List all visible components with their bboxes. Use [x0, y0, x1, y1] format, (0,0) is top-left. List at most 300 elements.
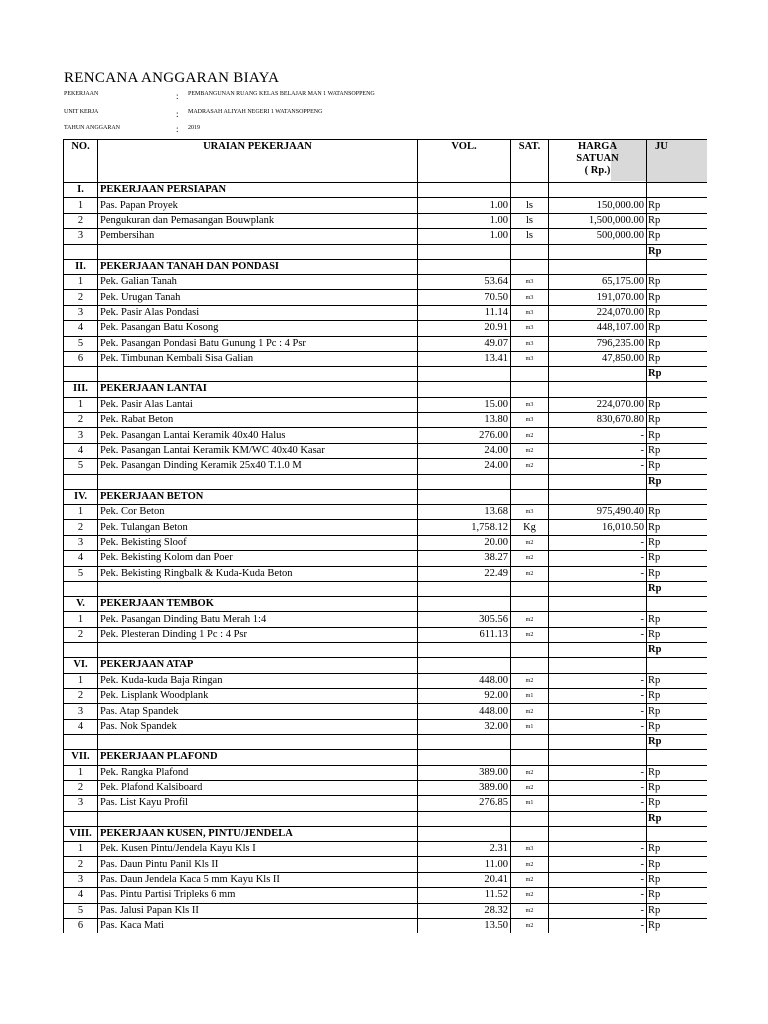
- cell-vol: 448.00: [418, 704, 511, 719]
- cell-uraian: Pas. Nok Spandek: [98, 719, 418, 734]
- cell-sat: [511, 259, 549, 274]
- cell-sat: m2: [511, 535, 549, 550]
- cell-no: 2: [64, 688, 98, 703]
- cell-currency: Rp: [647, 351, 707, 366]
- cell-no: 2: [64, 780, 98, 795]
- section-row: [64, 183, 707, 198]
- meta-label-pekerjaan: PEKERJAAN: [64, 91, 99, 97]
- cell-harga: 16,010.50: [549, 520, 647, 535]
- table-row: [64, 274, 707, 289]
- cell-vol: 20.91: [418, 321, 511, 336]
- header-harga-line2: SATUAN: [576, 153, 619, 164]
- table-row: [64, 780, 707, 795]
- cell-sat: [511, 474, 549, 489]
- cell-harga: [549, 382, 647, 397]
- header-jumlah: JU: [647, 140, 707, 183]
- cell-harga: 191,070.00: [549, 290, 647, 305]
- cell-sat: m3: [511, 397, 549, 412]
- cell-no: 1: [64, 198, 98, 213]
- cell-currency: [647, 596, 707, 611]
- cell-currency: Rp: [647, 229, 707, 244]
- table-body: [64, 183, 707, 934]
- cell-vol: 22.49: [418, 566, 511, 581]
- cell-vol: [418, 750, 511, 765]
- cell-no: [64, 735, 98, 750]
- cell-sat: [511, 658, 549, 673]
- cell-currency: Rp: [647, 413, 707, 428]
- subtotal-row: [64, 811, 707, 826]
- cell-vol: 20.00: [418, 535, 511, 550]
- table-row: [64, 842, 707, 857]
- cell-currency: Rp: [647, 796, 707, 811]
- table-row: [64, 459, 707, 474]
- cell-uraian: PEKERJAAN PERSIAPAN: [98, 183, 418, 198]
- cell-uraian: Pek. Urugan Tanah: [98, 290, 418, 305]
- table-row: [64, 305, 707, 320]
- cell-uraian: PEKERJAAN LANTAI: [98, 382, 418, 397]
- cell-harga: [549, 259, 647, 274]
- cell-no: 2: [64, 413, 98, 428]
- cell-uraian: [98, 643, 418, 658]
- cell-currency: Rp: [647, 688, 707, 703]
- cell-no: 2: [64, 857, 98, 872]
- table-row: [64, 213, 707, 228]
- cell-uraian: Pek. Cor Beton: [98, 505, 418, 520]
- cell-harga: 65,175.00: [549, 274, 647, 289]
- cell-sat: m2: [511, 704, 549, 719]
- cell-harga: -: [549, 780, 647, 795]
- cell-sat: [511, 826, 549, 841]
- cell-harga: -: [549, 842, 647, 857]
- cell-harga: 796,235.00: [549, 336, 647, 351]
- cell-currency: [647, 489, 707, 504]
- cell-harga: -: [549, 888, 647, 903]
- section-row: [64, 489, 707, 504]
- cell-vol: 20.41: [418, 872, 511, 887]
- meta-label-tahun-anggaran: TAHUN ANGGARAN: [64, 125, 121, 131]
- cell-uraian: Pek. Pasangan Lantai Keramik 40x40 Halus: [98, 428, 418, 443]
- cell-uraian: Pek. Pasangan Dinding Batu Merah 1:4: [98, 612, 418, 627]
- cell-vol: [418, 259, 511, 274]
- cell-sat: [511, 596, 549, 611]
- cell-no: 2: [64, 213, 98, 228]
- cell-no: 1: [64, 397, 98, 412]
- cell-vol: 13.80: [418, 413, 511, 428]
- cell-vol: 1.00: [418, 213, 511, 228]
- cell-vol: 305.56: [418, 612, 511, 627]
- table-row: [64, 520, 707, 535]
- cell-vol: 13.50: [418, 919, 511, 934]
- cell-uraian: Pek. Bekisting Sloof: [98, 535, 418, 550]
- cell-harga: -: [549, 704, 647, 719]
- cell-harga: -: [549, 428, 647, 443]
- cell-vol: [418, 826, 511, 841]
- cell-uraian: [98, 811, 418, 826]
- cell-sat: m2: [511, 627, 549, 642]
- cell-currency: Rp: [647, 428, 707, 443]
- cell-no: 3: [64, 229, 98, 244]
- cell-no: [64, 581, 98, 596]
- table-row: [64, 872, 707, 887]
- cell-harga: -: [549, 673, 647, 688]
- cell-no: 3: [64, 872, 98, 887]
- cell-sat: m3: [511, 274, 549, 289]
- cell-uraian: Pek. Bekisting Kolom dan Poer: [98, 551, 418, 566]
- cell-vol: [418, 596, 511, 611]
- cell-uraian: Pek. Pasangan Pondasi Batu Gunung 1 Pc : 4 Psr: [98, 336, 418, 351]
- cell-no: 2: [64, 627, 98, 642]
- cell-sat: m2: [511, 765, 549, 780]
- cell-sat: m2: [511, 612, 549, 627]
- cell-uraian: Pek. Bekisting Ringbalk & Kuda-Kuda Beton: [98, 566, 418, 581]
- cell-sat: [511, 183, 549, 198]
- section-row: [64, 658, 707, 673]
- cell-uraian: Pek. Rangka Plafond: [98, 765, 418, 780]
- cell-harga: -: [549, 903, 647, 918]
- cell-vol: [418, 581, 511, 596]
- cell-uraian: [98, 581, 418, 596]
- cell-no: 6: [64, 351, 98, 366]
- cell-no: IV.: [64, 489, 98, 504]
- table-row: [64, 719, 707, 734]
- cell-no: 1: [64, 673, 98, 688]
- table-row: [64, 551, 707, 566]
- cell-currency: Rp: [647, 213, 707, 228]
- cell-uraian: Pengukuran dan Pemasangan Bouwplank: [98, 213, 418, 228]
- cell-sat: [511, 750, 549, 765]
- cell-uraian: Pek. Plafond Kalsiboard: [98, 780, 418, 795]
- cell-harga: 830,670.80: [549, 413, 647, 428]
- cell-uraian: Pek. Pasangan Batu Kosong: [98, 321, 418, 336]
- cell-sat: m2: [511, 566, 549, 581]
- cell-no: 5: [64, 459, 98, 474]
- cell-sat: m3: [511, 413, 549, 428]
- cell-no: VIII.: [64, 826, 98, 841]
- cell-sat: m3: [511, 351, 549, 366]
- cell-sat: m1: [511, 796, 549, 811]
- cell-harga: 150,000.00: [549, 198, 647, 213]
- cell-vol: 28.32: [418, 903, 511, 918]
- header-uraian: URAIAN PEKERJAAN: [98, 140, 418, 183]
- cell-no: 3: [64, 704, 98, 719]
- cell-currency: Rp: [647, 551, 707, 566]
- cell-sat: m3: [511, 505, 549, 520]
- cell-uraian: Pek. Pasir Alas Pondasi: [98, 305, 418, 320]
- subtotal-row: [64, 581, 707, 596]
- meta-colon: :: [176, 109, 179, 119]
- cell-sat: m1: [511, 688, 549, 703]
- table-row: [64, 321, 707, 336]
- cell-uraian: Pas. Daun Pintu Panil Kls II: [98, 857, 418, 872]
- meta-label-unit-kerja: UNIT KERJA: [64, 109, 99, 115]
- cell-no: [64, 474, 98, 489]
- cell-harga: [549, 183, 647, 198]
- cell-currency: Rp: [647, 919, 707, 934]
- table-header-row: [64, 140, 707, 183]
- cell-no: [64, 643, 98, 658]
- cell-currency: Rp: [647, 474, 707, 489]
- meta-value-pekerjaan: PEMBANGUNAN RUANG KELAS BELAJAR MAN 1 WATANSOPPENG: [188, 91, 375, 97]
- cell-currency: Rp: [647, 367, 707, 382]
- cell-currency: Rp: [647, 581, 707, 596]
- cell-harga: -: [549, 765, 647, 780]
- cell-sat: m2: [511, 780, 549, 795]
- cell-harga: -: [549, 919, 647, 934]
- cell-currency: Rp: [647, 704, 707, 719]
- cell-no: II.: [64, 259, 98, 274]
- cell-uraian: PEKERJAAN ATAP: [98, 658, 418, 673]
- cell-no: 4: [64, 719, 98, 734]
- cell-currency: [647, 183, 707, 198]
- subtotal-row: [64, 244, 707, 259]
- cell-currency: Rp: [647, 673, 707, 688]
- cell-harga: [549, 811, 647, 826]
- cell-vol: 611.13: [418, 627, 511, 642]
- cell-currency: Rp: [647, 643, 707, 658]
- cell-harga: [549, 596, 647, 611]
- cell-vol: 2.31: [418, 842, 511, 857]
- cell-sat: Kg: [511, 520, 549, 535]
- table-row: [64, 290, 707, 305]
- header-vol: VOL.: [418, 140, 511, 183]
- cell-vol: 24.00: [418, 443, 511, 458]
- cell-vol: [418, 489, 511, 504]
- budget-table: [63, 139, 707, 933]
- cell-sat: m2: [511, 551, 549, 566]
- cell-harga: [549, 244, 647, 259]
- cell-no: 3: [64, 535, 98, 550]
- cell-vol: 276.85: [418, 796, 511, 811]
- cell-no: 4: [64, 443, 98, 458]
- cell-uraian: Pembersihan: [98, 229, 418, 244]
- cell-uraian: Pek. Plesteran Dinding 1 Pc : 4 Psr: [98, 627, 418, 642]
- table-row: [64, 919, 707, 934]
- cell-sat: [511, 244, 549, 259]
- cell-vol: 11.52: [418, 888, 511, 903]
- meta-value-tahun-anggaran: 2019: [188, 125, 200, 131]
- cell-sat: m2: [511, 903, 549, 918]
- cell-no: 6: [64, 919, 98, 934]
- cell-currency: Rp: [647, 811, 707, 826]
- cell-vol: [418, 183, 511, 198]
- cell-no: VI.: [64, 658, 98, 673]
- cell-uraian: Pas. Atap Spandek: [98, 704, 418, 719]
- cell-harga: -: [549, 551, 647, 566]
- table-row: [64, 888, 707, 903]
- section-row: [64, 259, 707, 274]
- cell-harga: 224,070.00: [549, 397, 647, 412]
- cell-uraian: Pek. Galian Tanah: [98, 274, 418, 289]
- cell-uraian: PEKERJAAN PLAFOND: [98, 750, 418, 765]
- section-row: [64, 596, 707, 611]
- meta-colon: :: [176, 91, 179, 101]
- cell-sat: m2: [511, 872, 549, 887]
- cell-currency: Rp: [647, 857, 707, 872]
- cell-sat: [511, 811, 549, 826]
- table-row: [64, 535, 707, 550]
- cell-vol: 53.64: [418, 274, 511, 289]
- cell-sat: m2: [511, 673, 549, 688]
- cell-vol: 276.00: [418, 428, 511, 443]
- cell-currency: [647, 826, 707, 841]
- cell-currency: Rp: [647, 566, 707, 581]
- cell-currency: Rp: [647, 336, 707, 351]
- cell-harga: -: [549, 719, 647, 734]
- table-row: [64, 198, 707, 213]
- cell-harga: 224,070.00: [549, 305, 647, 320]
- cell-uraian: PEKERJAAN TANAH DAN PONDASI: [98, 259, 418, 274]
- cell-uraian: Pas. Papan Proyek: [98, 198, 418, 213]
- cell-currency: Rp: [647, 719, 707, 734]
- cell-no: V.: [64, 596, 98, 611]
- table-row: [64, 229, 707, 244]
- cell-uraian: Pas. Daun Jendela Kaca 5 mm Kayu Kls II: [98, 872, 418, 887]
- cell-vol: [418, 643, 511, 658]
- cell-no: 4: [64, 551, 98, 566]
- cell-currency: [647, 259, 707, 274]
- subtotal-row: [64, 643, 707, 658]
- table-row: [64, 413, 707, 428]
- table-row: [64, 612, 707, 627]
- table-row: [64, 351, 707, 366]
- table-row: [64, 566, 707, 581]
- cell-vol: 11.00: [418, 857, 511, 872]
- cell-vol: 389.00: [418, 765, 511, 780]
- subtotal-row: [64, 367, 707, 382]
- section-row: [64, 750, 707, 765]
- subtotal-row: [64, 474, 707, 489]
- cell-sat: [511, 367, 549, 382]
- cell-no: VII.: [64, 750, 98, 765]
- cell-currency: Rp: [647, 612, 707, 627]
- cell-no: 1: [64, 842, 98, 857]
- cell-currency: Rp: [647, 443, 707, 458]
- cell-no: 5: [64, 903, 98, 918]
- cell-vol: 11.14: [418, 305, 511, 320]
- cell-vol: [418, 367, 511, 382]
- cell-sat: m2: [511, 459, 549, 474]
- cell-uraian: PEKERJAAN KUSEN, PINTU/JENDELA: [98, 826, 418, 841]
- cell-vol: 1.00: [418, 229, 511, 244]
- table-row: [64, 627, 707, 642]
- cell-sat: ls: [511, 198, 549, 213]
- meta-colon: :: [176, 124, 179, 134]
- cell-sat: ls: [511, 213, 549, 228]
- cell-sat: m3: [511, 290, 549, 305]
- cell-harga: [549, 489, 647, 504]
- cell-no: [64, 811, 98, 826]
- header-harga-line3: ( Rp.): [584, 165, 611, 176]
- document-title: RENCANA ANGGARAN BIAYA: [64, 70, 280, 86]
- cell-sat: m3: [511, 336, 549, 351]
- cell-no: [64, 244, 98, 259]
- cell-harga: -: [549, 627, 647, 642]
- cell-vol: 1,758.12: [418, 520, 511, 535]
- cell-no: 4: [64, 888, 98, 903]
- cell-no: 1: [64, 612, 98, 627]
- cell-no: 1: [64, 505, 98, 520]
- table-row: [64, 397, 707, 412]
- table-row: [64, 903, 707, 918]
- cell-sat: m3: [511, 321, 549, 336]
- cell-vol: [418, 474, 511, 489]
- cell-uraian: Pek. Kuda-kuda Baja Ringan: [98, 673, 418, 688]
- cell-harga: 448,107.00: [549, 321, 647, 336]
- cell-harga: [549, 581, 647, 596]
- cell-uraian: [98, 244, 418, 259]
- cell-harga: -: [549, 443, 647, 458]
- cell-no: 2: [64, 290, 98, 305]
- cell-uraian: [98, 474, 418, 489]
- cell-vol: [418, 658, 511, 673]
- cell-uraian: Pek. Pasangan Lantai Keramik KM/WC 40x40 Kasar: [98, 443, 418, 458]
- cell-no: I.: [64, 183, 98, 198]
- table-row: [64, 336, 707, 351]
- cell-sat: m2: [511, 888, 549, 903]
- cell-vol: 15.00: [418, 397, 511, 412]
- cell-harga: 500,000.00: [549, 229, 647, 244]
- cell-uraian: Pas. Pintu Partisi Tripleks 6 mm: [98, 888, 418, 903]
- cell-harga: 975,490.40: [549, 505, 647, 520]
- cell-harga: -: [549, 612, 647, 627]
- cell-vol: [418, 735, 511, 750]
- cell-vol: 13.68: [418, 505, 511, 520]
- cell-uraian: [98, 735, 418, 750]
- cell-sat: [511, 735, 549, 750]
- cell-uraian: Pas. Kaca Mati: [98, 919, 418, 934]
- header-sat: SAT.: [511, 140, 549, 183]
- cell-sat: [511, 489, 549, 504]
- cell-vol: 38.27: [418, 551, 511, 566]
- cell-harga: [549, 750, 647, 765]
- cell-sat: m2: [511, 443, 549, 458]
- cell-uraian: Pas. Jalusi Papan Kls II: [98, 903, 418, 918]
- table-row: [64, 428, 707, 443]
- cell-currency: Rp: [647, 274, 707, 289]
- cell-uraian: Pek. Lisplank Woodplank: [98, 688, 418, 703]
- cell-currency: Rp: [647, 535, 707, 550]
- cell-vol: 49.07: [418, 336, 511, 351]
- cell-sat: [511, 581, 549, 596]
- cell-harga: [549, 367, 647, 382]
- cell-harga: -: [549, 688, 647, 703]
- cell-currency: [647, 750, 707, 765]
- cell-harga: 1,500,000.00: [549, 213, 647, 228]
- cell-vol: 389.00: [418, 780, 511, 795]
- cell-harga: [549, 658, 647, 673]
- cell-currency: Rp: [647, 872, 707, 887]
- cell-harga: -: [549, 566, 647, 581]
- cell-vol: 1.00: [418, 198, 511, 213]
- cell-no: 1: [64, 274, 98, 289]
- cell-harga: [549, 735, 647, 750]
- table-row: [64, 704, 707, 719]
- cell-harga: -: [549, 796, 647, 811]
- cell-uraian: PEKERJAAN TEMBOK: [98, 596, 418, 611]
- cell-sat: m2: [511, 428, 549, 443]
- meta-value-unit-kerja: MADRASAH ALIYAH NEGERI 1 WATANSOPPENG: [188, 109, 323, 115]
- cell-no: 2: [64, 520, 98, 535]
- cell-sat: m3: [511, 842, 549, 857]
- table-row: [64, 796, 707, 811]
- cell-sat: ls: [511, 229, 549, 244]
- cell-vol: [418, 382, 511, 397]
- table-row: [64, 765, 707, 780]
- cell-uraian: PEKERJAAN BETON: [98, 489, 418, 504]
- header-harga-line1: HARGA: [577, 141, 618, 152]
- table-row: [64, 443, 707, 458]
- cell-uraian: Pas. List Kayu Profil: [98, 796, 418, 811]
